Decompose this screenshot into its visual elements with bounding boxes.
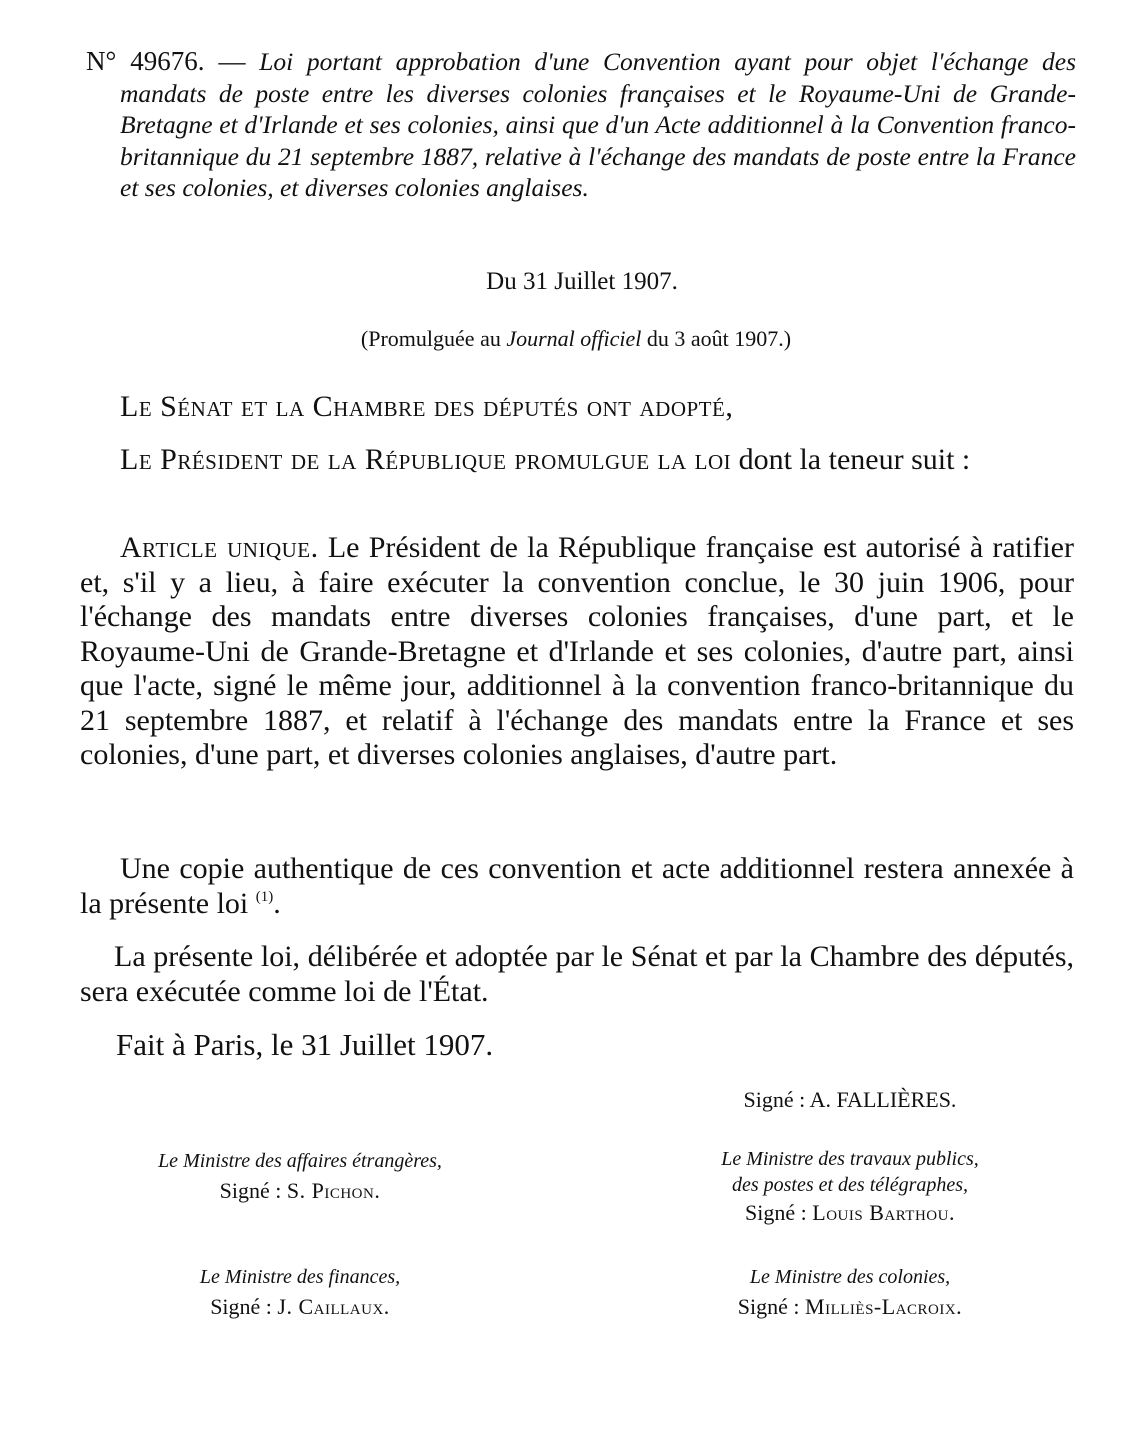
- minister-role: Le Ministre des colonies,: [749, 1266, 951, 1288]
- law-date: Du 31 Juillet 1907.: [486, 268, 678, 295]
- copie-end: .: [273, 886, 281, 920]
- signed-label: Signé :: [210, 1294, 278, 1319]
- paragraph-fait-a-paris: Fait à Paris, le 31 Juillet 1907.: [116, 1027, 494, 1062]
- paragraph-copie: [80, 852, 1074, 921]
- law-header: [86, 46, 1076, 204]
- minister-role: Le Ministre des affaires étrangères,: [158, 1150, 442, 1172]
- signature-colonies: [640, 1262, 1060, 1322]
- promulgation-before: (Promulguée au: [360, 326, 507, 351]
- article-unique-text: Le Président de la République française est autorisé à ratifier et, s'il y a lieu, à faire exécuter la convention conclue, le 30 juin 1906, pour l'échange des mandats entre diverses colonies françaises, d'une part, et le Royaume-Uni de Grande-Bretagne et d'Irlande et ses colonies, d'autre part, ainsi que l'acte, signé le même jour, additionnel à la convention franco-britannique du 21 septembre 1887, et relatif à l'échange des mandats entre la France et ses colonies, d'une part, et diverses colonies anglaises, d'autre part.: [80, 531, 1074, 771]
- paragraph-article-unique: [80, 531, 1074, 773]
- teneur-text: dont la teneur suit :: [731, 443, 971, 476]
- president-name: A. FALLIÈRES.: [809, 1087, 957, 1112]
- law-number: N° 49676. —: [86, 46, 246, 76]
- footnote-ref: (1): [255, 888, 274, 905]
- signed-label: Signé :: [219, 1178, 287, 1203]
- paragraph-promulgation: [80, 443, 1074, 478]
- minister-name: J. Caillaux.: [277, 1294, 390, 1319]
- signed-label: Signé :: [743, 1087, 810, 1112]
- article-unique-label: Article unique.: [120, 531, 319, 564]
- paragraph-execution: La présente loi, délibérée et adoptée par le Sénat et par la Chambre des députés, sera exécutée comme loi de l'État.: [80, 940, 1074, 1008]
- signature-president: [660, 1085, 1040, 1115]
- minister-name: Louis Barthou.: [812, 1200, 955, 1225]
- signature-finances: [100, 1262, 500, 1322]
- president-promulgue-caps: Le Président de la République promulgue la loi: [120, 443, 732, 476]
- copie-text: Une copie authentique de ces convention et acte additionnel restera annexée à la présente loi: [80, 852, 1074, 920]
- signature-affaires-etrangeres: [100, 1146, 500, 1206]
- law-title: Loi portant approbation d'une Convention ayant pour objet l'échange des mandats de poste entre les diverses colonies françaises et le Royaume-Uni de Grande-Bretagne et d'Irlande et ses colonies, ainsi que d'un Acte additionnel à la Convention franco-britannique du 21 septembre 1887, relative à l'échange des mandats de poste entre la France et ses colonies, et diverses colonies anglaises.: [120, 47, 1077, 202]
- signed-label: Signé :: [745, 1200, 813, 1225]
- promulgation-note: [0, 326, 1144, 352]
- signature-travaux-publics: [640, 1146, 1060, 1228]
- promulgation-after: du 3 août 1907.): [641, 326, 792, 351]
- minister-name: S. Pichon.: [286, 1178, 381, 1203]
- minister-role: Le Ministre des finances,: [199, 1266, 401, 1288]
- journal-officiel: Journal officiel: [506, 326, 642, 351]
- minister-name: Milliès-Lacroix.: [805, 1294, 963, 1319]
- minister-role-line-1: Le Ministre des travaux publics,: [721, 1148, 979, 1170]
- signed-label: Signé :: [737, 1294, 806, 1319]
- paragraph-adoption: Le Sénat et la Chambre des députés ont adopté,: [120, 390, 734, 423]
- minister-role-line-2: des postes et des télégraphes,: [731, 1174, 969, 1196]
